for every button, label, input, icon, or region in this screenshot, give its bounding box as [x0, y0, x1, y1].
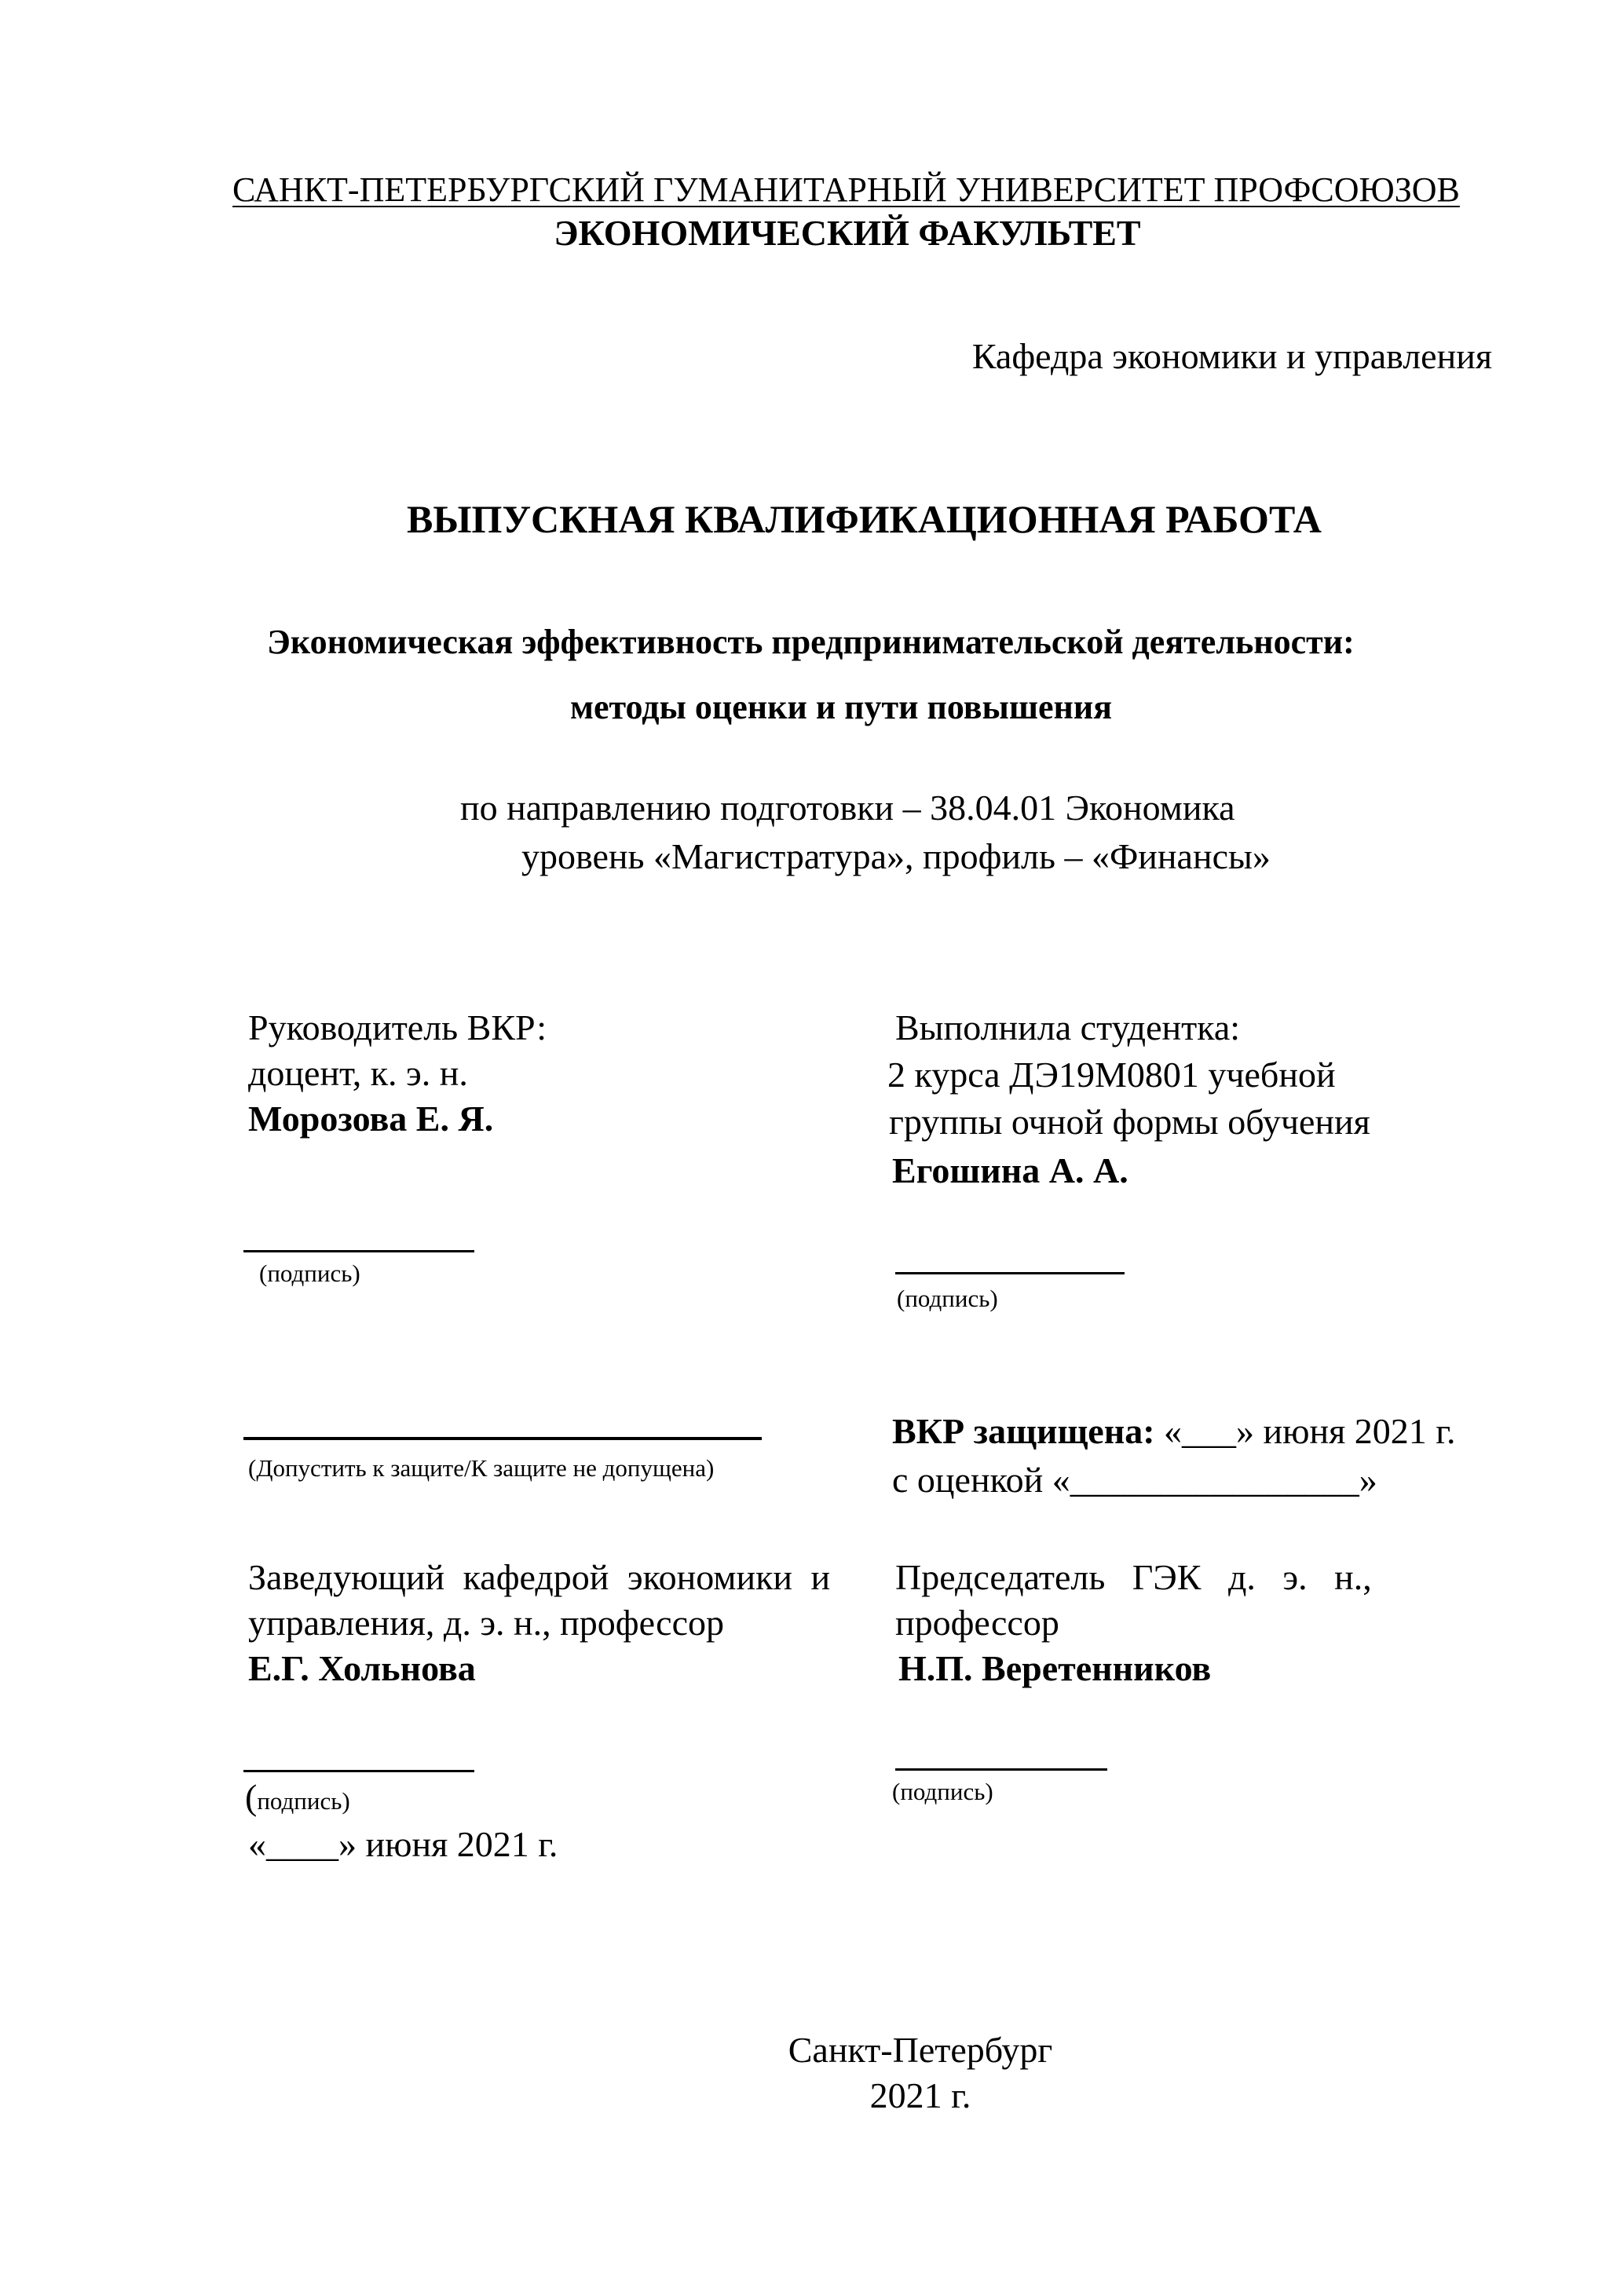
department-name: Кафедра экономики и управления — [971, 336, 1492, 376]
student-label: Выполнила студентка: — [895, 1007, 1241, 1047]
university-name: САНКТ-ПЕТЕРБУРГСКИЙ ГУМАНИТАРНЫЙ УНИВЕРСИТЕТ ПРОФСОЮЗОВ — [232, 170, 1460, 209]
topic-line-1: Экономическая эффективность предпринимательской деятельности: — [267, 623, 1355, 661]
head-approval-date: «____» июня 2021 г. — [248, 1824, 558, 1864]
admission-caption: (Допустить к защите/К защите не допущена) — [248, 1454, 715, 1482]
chairman-signature-line — [895, 1768, 1107, 1771]
defense-result — [892, 1409, 1455, 1454]
student-course: 2 курса ДЭ19М0801 учебной — [887, 1055, 1336, 1095]
supervisor-signature-caption: (подпись) — [259, 1260, 360, 1287]
head-title-line-1: Заведующий кафедрой экономики и — [248, 1557, 831, 1597]
city: Санкт-Петербург — [788, 2030, 1053, 2070]
supervisor-label: Руководитель ВКР: — [248, 1007, 547, 1047]
year: 2021 г. — [869, 2075, 971, 2115]
faculty-name: ЭКОНОМИЧЕСКИЙ ФАКУЛЬТЕТ — [554, 213, 1141, 253]
student-group: группы очной формы обучения — [889, 1102, 1370, 1142]
supervisor-position: доцент, к. э. н. — [248, 1053, 468, 1093]
chairman-name: Н.П. Веретенников — [898, 1648, 1212, 1688]
study-level: уровень «Магистратура», профиль – «Финансы» — [521, 836, 1271, 876]
head-of-department-title — [248, 1555, 861, 1645]
chairman-signature-caption: (подпись) — [892, 1778, 993, 1805]
student-name: Егошина А. А. — [892, 1150, 1128, 1190]
chairman-title — [895, 1555, 1492, 1645]
supervisor-name: Морозова Е. Я. — [248, 1099, 494, 1139]
head-signature-paren: ( — [245, 1777, 258, 1817]
defense-grade: с оценкой «________________» — [892, 1460, 1377, 1500]
head-of-department-name: Е.Г. Хольнова — [248, 1648, 476, 1688]
head-signature-caption-text: подпись) — [257, 1787, 350, 1815]
chairman-title-line-2: профессор — [895, 1602, 1059, 1643]
head-signature-line — [243, 1770, 474, 1772]
defense-date: «___» июня 2021 г. — [1164, 1411, 1456, 1451]
head-title-line-2: управления, д. э. н., профессор — [248, 1602, 724, 1643]
head-signature-caption — [245, 1776, 350, 1818]
topic-line-2: методы оценки и пути повышения — [570, 688, 1113, 726]
defense-label: ВКР защищена: — [892, 1411, 1155, 1451]
work-type-title: ВЫПУСКНАЯ КВАЛИФИКАЦИОННАЯ РАБОТА — [407, 497, 1322, 541]
supervisor-signature-line — [243, 1250, 474, 1252]
student-signature-line — [895, 1272, 1125, 1274]
study-direction: по направлению подготовки – 38.04.01 Экономика — [460, 788, 1235, 828]
admission-signature-line — [243, 1437, 762, 1440]
student-signature-caption: (подпись) — [897, 1285, 998, 1312]
chairman-title-line-1: Председатель ГЭК д. э. н., — [895, 1557, 1372, 1597]
